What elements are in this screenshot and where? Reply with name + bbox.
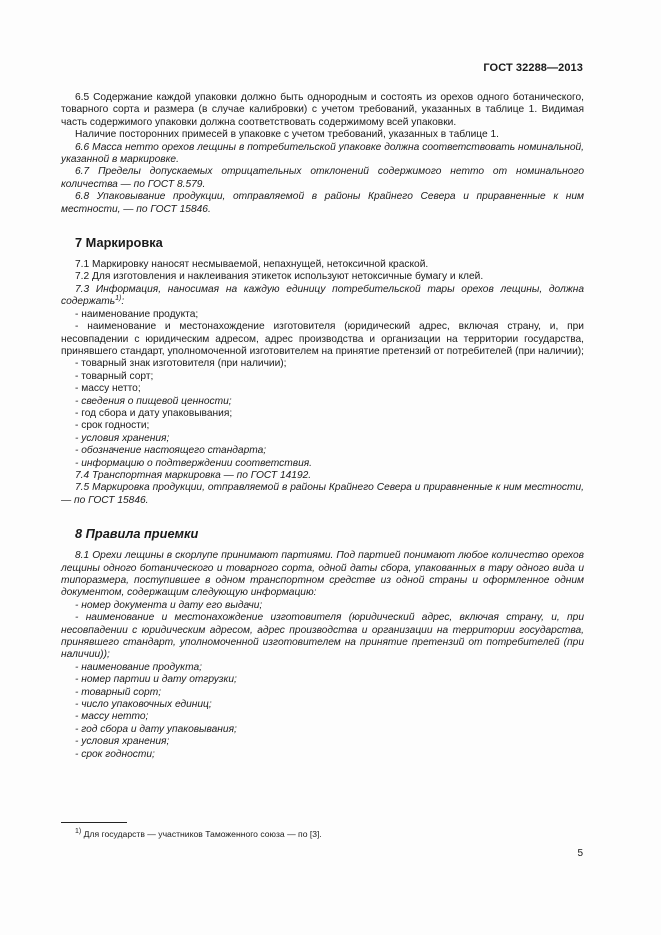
list-item: - номер документа и дату его выдачи;: [75, 599, 263, 611]
list-item: - число упаковочных единиц;: [75, 699, 212, 711]
paragraph-6-7: 6.7 Пределы допускаемых отрицательных отклонений содержимого нетто от номинального количества — по ГОСТ 8.579.: [61, 166, 584, 190]
list-item: - товарный сорт;: [75, 686, 162, 698]
footnote-reference[interactable]: 1): [115, 295, 122, 303]
paragraph-8-1: 8.1 Орехи лещины в скорлупе принимают партиями. Под партией понимают любое количество орехов лещины одного ботанического и товарного сорта, одной даты сбора, упакованных в тару одного вида и типоразмера, поступившее в одном транспортном средстве из одной страны и оформленное одним документом, содержащим следующую информацию:: [61, 550, 584, 599]
list-item: - массу нетто;: [75, 711, 149, 723]
list-item: - массу нетто;: [75, 383, 141, 395]
list-item: - сведения о пищевой ценности;: [75, 395, 232, 407]
paragraph-7-5: 7.5 Маркировка продукции, отправляемой в районы Крайнего Севера и приравненные к ним местности, — по ГОСТ 15846.: [61, 482, 584, 506]
section-7-heading: 7 Маркировка: [75, 235, 163, 251]
list-item: - срок годности;: [75, 748, 155, 760]
list-item: - товарный знак изготовителя (при наличии);: [75, 358, 287, 370]
footnote-divider: [61, 822, 127, 823]
footnote: [75, 829, 322, 839]
list-item: - год сбора и дату упаковывания;: [75, 723, 237, 735]
paragraph-7-4: 7.4 Транспортная маркировка — по ГОСТ 14192.: [75, 469, 312, 481]
list-item: - номер партии и дату отгрузки;: [75, 674, 237, 686]
section-8-heading: 8 Правила приемки: [75, 526, 199, 542]
paragraph-6-8: 6.8 Упаковывание продукции, отправляемой в районы Крайнего Севера и приравненные к ним местности, — по ГОСТ 15846.: [61, 191, 584, 215]
paragraph-6-5: 6.5 Содержание каждой упаковки должно быть однородным и состоять из орехов одного ботанического, товарного сорта и размера (в случае калибровки) с учетом требований, указанных в таблице 1. Видимая часть содержимого упаковки должна соответствовать содержимому всей упаковки.: [61, 92, 584, 128]
paragraph-7-1: 7.1 Маркировку наносят несмываемой, непахнущей, нетоксичной краской.: [75, 259, 429, 271]
footnote-text: Для государств — участников Таможенного союза — по [3].: [81, 829, 322, 839]
page-body: [61, 92, 584, 761]
paragraph-7-2: 7.2 Для изготовления и наклеивания этикеток используют нетоксичные бумагу и клей.: [75, 271, 484, 283]
page-number: 5: [577, 848, 583, 859]
list-item: - наименование продукта;: [75, 308, 199, 320]
document-code: ГОСТ 32288—2013: [483, 62, 583, 74]
list-item: - товарный сорт;: [75, 370, 154, 382]
list-item: - наименование и местонахождение изготовителя (юридический адрес, включая страну, и, при несовпадении с юридическим адресом, адрес производства и организации на территории государства, принявшего стандарт, уполномоченной изготовителем на принятие претензий от потребителей (при наличии);: [61, 321, 584, 357]
list-item: - условия хранения;: [75, 736, 170, 748]
list-item: - условия хранения;: [75, 432, 170, 444]
paragraph-7-3: 7.3 Информация, наносимая на каждую единицу потребительской тары орехов лещины, должна содержать$^{1)}$:: [61, 283, 584, 308]
list-item: - год сбора и дату упаковывания;: [75, 407, 233, 419]
paragraph-6-6: 6.6 Масса нетто орехов лещины в потребительской упаковке должна соответствовать номинальной, указанной в маркировке.: [61, 141, 584, 166]
paragraph-6-5-impurities: Наличие посторонних примесей в упаковке с учетом требований, указанных в таблице 1.: [75, 129, 499, 141]
list-item: - срок годности;: [75, 420, 150, 432]
footnote-mark: 1): [75, 828, 82, 835]
list-item: - наименование и местонахождение изготовителя (юридический адрес, включая страну, и, при несовпадении с юридическим адресом, адрес производства и организации на территории государства, принявшего стандарт, уполномоченной изготовителем на принятие претензий от потребителей (при наличии));: [61, 612, 584, 661]
list-item: - наименование продукта;: [75, 661, 202, 673]
list-item: - информацию о подтверждении соответствия.: [75, 457, 313, 469]
list-item: - обозначение настоящего стандарта;: [75, 445, 267, 457]
